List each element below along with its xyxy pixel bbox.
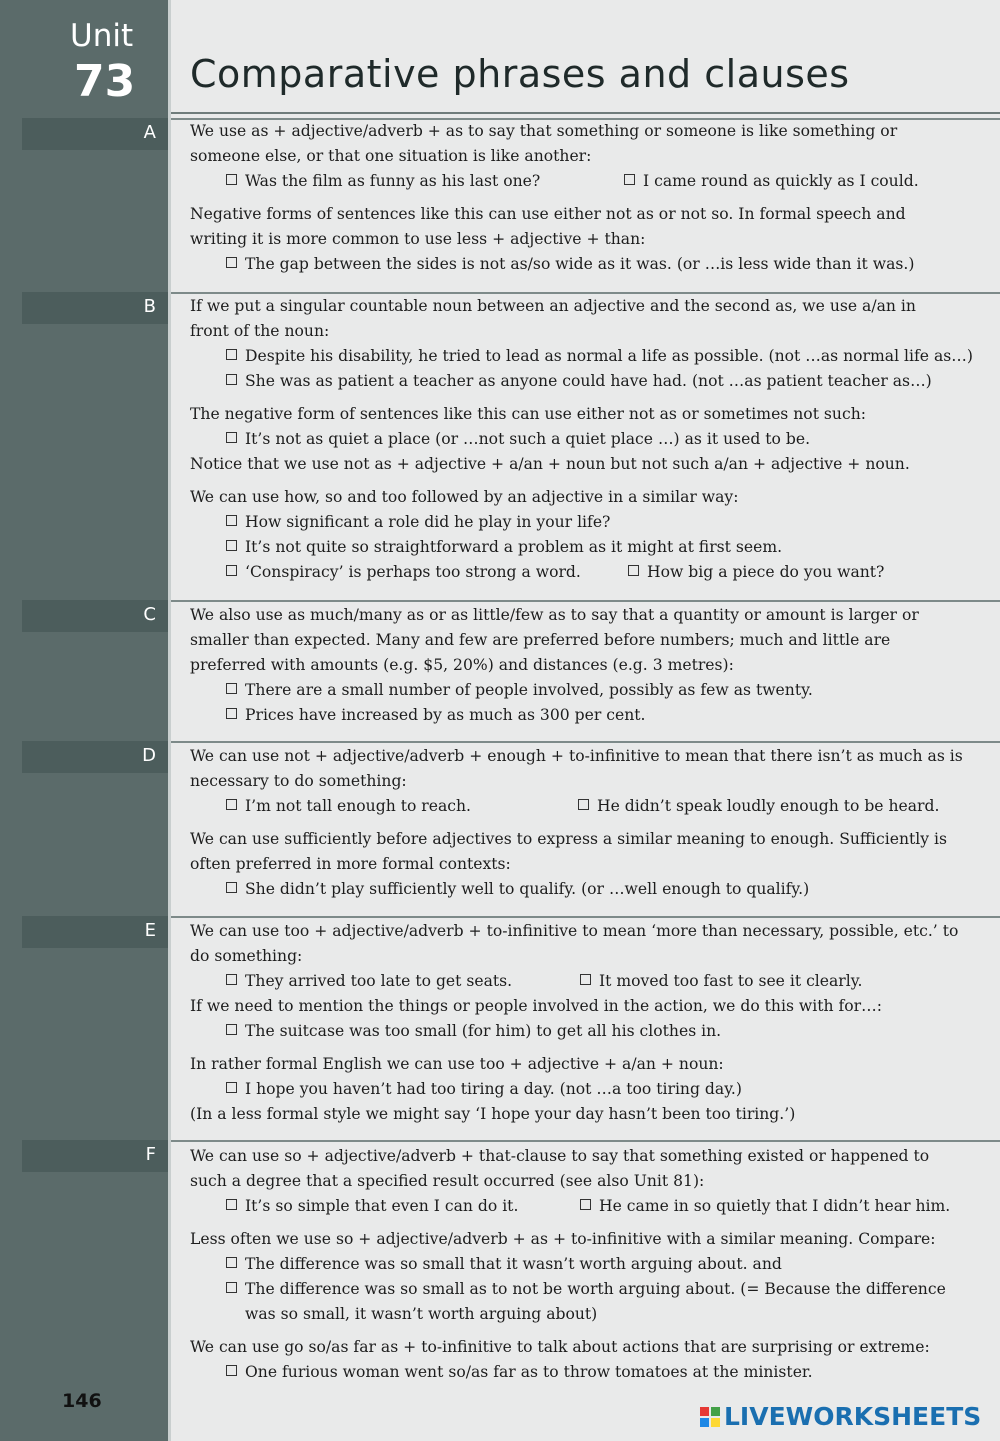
paragraph: We can use not + adjective/adverb + enough + to-infinitive to mean that there isn’t as much as is (190, 747, 963, 765)
paragraph: Less often we use so + adjective/adverb + as + to-infinitive with a similar meaning. Compare: (190, 1230, 936, 1248)
example: The difference was so small that it wasn’t worth arguing about. and (190, 1252, 998, 1277)
example: How significant a role did he play in your life? (190, 510, 998, 535)
logo-icon (700, 1407, 720, 1427)
section-f-content (190, 1144, 998, 1385)
example: I’m not tall enough to reach. (245, 797, 472, 815)
checkbox-icon (226, 882, 237, 893)
checkbox-icon (226, 565, 237, 576)
example: It’s so simple that even I can do it. (245, 1197, 519, 1215)
paragraph: If we put a singular countable noun between an adjective and the second as, we use a/an in (190, 297, 916, 315)
checkbox-icon (226, 1282, 237, 1293)
checkbox-icon (226, 799, 237, 810)
checkbox-icon (226, 974, 237, 985)
example: He didn’t speak loudly enough to be heard. (597, 797, 940, 815)
paragraph: We can use go so/as far as + to-infinitive to talk about actions that are surprising or extreme: (190, 1338, 930, 1356)
checkbox-icon (226, 683, 237, 694)
example-continuation: was so small, it wasn’t worth arguing about) (245, 1305, 598, 1323)
checkbox-icon (226, 174, 237, 185)
paragraph: often preferred in more formal contexts: (190, 855, 511, 873)
example: He came in so quietly that I didn’t hear him. (599, 1197, 951, 1215)
checkbox-icon (580, 974, 591, 985)
paragraph: front of the noun: (190, 322, 330, 340)
page-number: 146 (62, 1390, 102, 1412)
section-label-f: F (22, 1140, 168, 1172)
header-divider (171, 112, 1000, 114)
paragraph: preferred with amounts (e.g. $5, 20%) and distances (e.g. 3 metres): (190, 656, 734, 674)
example: It’s not as quiet a place (or …not such a quiet place …) as it used to be. (190, 427, 998, 452)
example: The gap between the sides is not as/so wide as it was. (or …is less wide than it was.) (190, 252, 998, 277)
checkbox-icon (226, 349, 237, 360)
checkbox-icon (226, 1257, 237, 1268)
section-label-b: B (22, 292, 168, 324)
unit-number: 73 (74, 56, 136, 107)
sidebar-divider (168, 0, 171, 1441)
section-label-e: E (22, 916, 168, 948)
section-divider (171, 1140, 1000, 1142)
example: They arrived too late to get seats. (245, 972, 513, 990)
brand-name: LIVEWORKSHEETS (724, 1402, 982, 1431)
example: The suitcase was too small (for him) to get all his clothes in. (190, 1019, 998, 1044)
example: She was as patient a teacher as anyone could have had. (not …as patient teacher as…) (190, 369, 998, 394)
section-divider (171, 916, 1000, 918)
checkbox-icon (226, 374, 237, 385)
example: ‘Conspiracy’ is perhaps too strong a word. (245, 563, 581, 581)
example-row (190, 560, 998, 585)
example: The difference was so small as to not be worth arguing about. (= Because the difference (190, 1277, 998, 1302)
paragraph: The negative form of sentences like this can use either not as or sometimes not such: (190, 405, 866, 423)
example: I came round as quickly as I could. (643, 172, 919, 190)
paragraph: Notice that we use not as + adjective + a/an + noun but not such a/an + adjective + noun. (190, 455, 910, 473)
section-d-content (190, 744, 998, 902)
checkbox-icon (226, 515, 237, 526)
example: One furious woman went so/as far as to throw tomatoes at the minister. (190, 1360, 998, 1385)
checkbox-icon (226, 1082, 237, 1093)
example: Prices have increased by as much as 300 per cent. (190, 703, 998, 728)
paragraph: (In a less formal style we might say ‘I hope your day hasn’t been too tiring.’) (190, 1105, 796, 1123)
checkbox-icon (226, 257, 237, 268)
unit-label: Unit (70, 18, 134, 54)
checkbox-icon (226, 1024, 237, 1035)
checkbox-icon (226, 540, 237, 551)
paragraph: writing it is more common to use less + adjective + than: (190, 230, 646, 248)
paragraph: necessary to do something: (190, 772, 407, 790)
section-b-content (190, 294, 998, 585)
example-row (190, 169, 998, 194)
section-divider (171, 600, 1000, 602)
paragraph: We can use sufficiently before adjectives to express a similar meaning to enough. Sufficiently is (190, 830, 948, 848)
paragraph: do something: (190, 947, 303, 965)
paragraph: We can use so + adjective/adverb + that-clause to say that something existed or happened to (190, 1147, 930, 1165)
example: There are a small number of people involved, possibly as few as twenty. (190, 678, 998, 703)
checkbox-icon (226, 708, 237, 719)
example: How big a piece do you want? (647, 563, 885, 581)
section-c-content (190, 603, 998, 728)
section-label-c: C (22, 600, 168, 632)
paragraph: We also use as much/many as or as little/few as to say that a quantity or amount is larger or (190, 606, 919, 624)
paragraph: We use as + adjective/adverb + as to say that something or someone is like something or (190, 122, 898, 140)
checkbox-icon (226, 1199, 237, 1210)
checkbox-icon (226, 1365, 237, 1376)
checkbox-icon (624, 174, 635, 185)
section-label-d: D (22, 741, 168, 773)
page-title: Comparative phrases and clauses (190, 52, 850, 96)
checkbox-icon (578, 799, 589, 810)
paragraph: We can use too + adjective/adverb + to-infinitive to mean ‘more than necessary, possible, etc.’ to (190, 922, 959, 940)
example-row (190, 794, 998, 819)
section-divider (171, 741, 1000, 743)
paragraph: such a degree that a specified result occurred (see also Unit 81): (190, 1172, 705, 1190)
sidebar (0, 0, 168, 1441)
checkbox-icon (580, 1199, 591, 1210)
example: Despite his disability, he tried to lead as normal a life as possible. (not …as normal life as…) (190, 344, 998, 369)
section-e-content (190, 919, 998, 1127)
example: I hope you haven’t had too tiring a day. (not …a too tiring day.) (190, 1077, 998, 1102)
section-label-a: A (22, 118, 168, 150)
liveworksheets-logo[interactable] (700, 1402, 981, 1431)
example-row (190, 969, 998, 994)
example-row (190, 1194, 998, 1219)
checkbox-icon (226, 432, 237, 443)
paragraph: We can use how, so and too followed by an adjective in a similar way: (190, 488, 739, 506)
example: Was the film as funny as his last one? (245, 172, 541, 190)
paragraph: someone else, or that one situation is like another: (190, 147, 592, 165)
paragraph: smaller than expected. Many and few are preferred before numbers; much and little are (190, 631, 891, 649)
example: She didn’t play sufficiently well to qualify. (or …well enough to qualify.) (190, 877, 998, 902)
checkbox-icon (628, 565, 639, 576)
paragraph: If we need to mention the things or people involved in the action, we do this with for…: (190, 997, 882, 1015)
section-a-content (190, 119, 998, 277)
example: It’s not quite so straightforward a problem as it might at first seem. (190, 535, 998, 560)
paragraph: Negative forms of sentences like this can use either not as or not so. In formal speech and (190, 205, 906, 223)
example: It moved too fast to see it clearly. (599, 972, 863, 990)
paragraph: In rather formal English we can use too + adjective + a/an + noun: (190, 1055, 724, 1073)
